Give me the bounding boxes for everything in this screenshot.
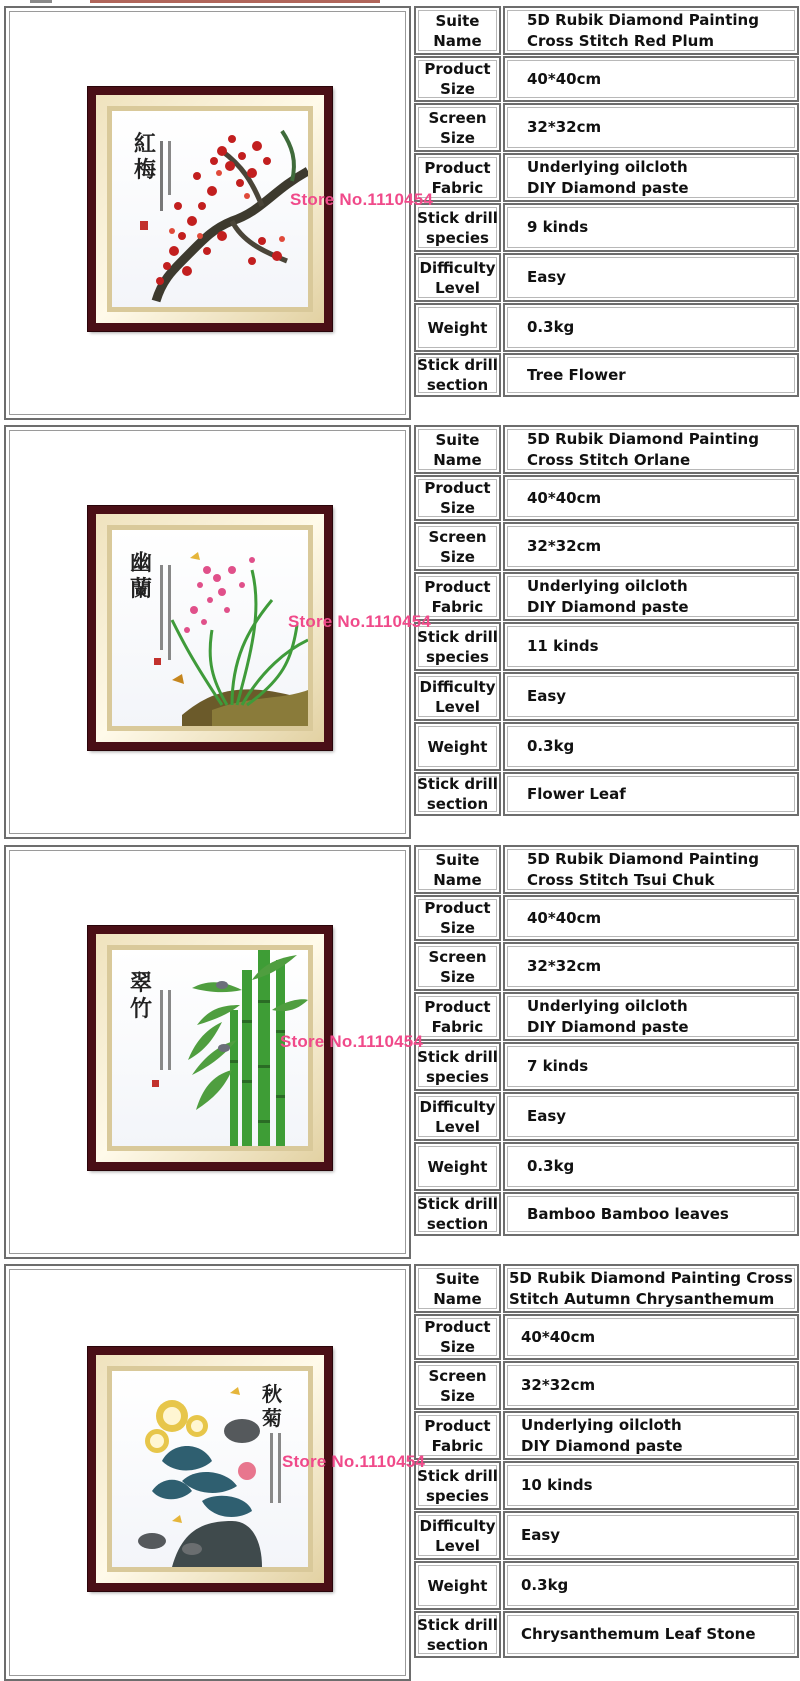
store-watermark: Store No.1110454: [280, 1032, 424, 1051]
spec-value-text: 11 kinds: [527, 637, 599, 655]
spec-value-text: Chrysanthemum Leaf Stone: [521, 1625, 756, 1643]
spec-label: [414, 992, 501, 1041]
spec-label: [414, 845, 501, 894]
spec-label: [414, 1142, 501, 1191]
spec-label-text: Stick drill species: [417, 627, 498, 666]
spec-label: [414, 1314, 501, 1360]
spec-value: [503, 772, 799, 816]
spec-label-text: Stick drill species: [417, 1047, 498, 1086]
spec-value-text: Easy: [521, 1526, 561, 1544]
spec-row-stick-drill-section: [414, 772, 799, 816]
spec-label: [414, 56, 501, 102]
spec-label-text: Suite Name: [433, 11, 482, 50]
spec-value-text: 0.3kg: [527, 737, 575, 755]
spec-value: [503, 1561, 799, 1610]
svg-text:菊: 菊: [262, 1406, 282, 1430]
spec-value-text: Easy: [527, 268, 567, 286]
svg-text:秋: 秋: [262, 1382, 282, 1406]
top-strip-segment: [90, 0, 380, 3]
spec-label: [414, 303, 501, 352]
spec-label-text: Product Size: [424, 899, 491, 937]
spec-value-text: 32*32cm: [527, 118, 602, 136]
spec-row-difficulty-level: [414, 1092, 799, 1141]
spec-value: [503, 1142, 799, 1191]
spec-row-stick-drill-species: [414, 622, 799, 671]
spec-label-text: Screen Size: [428, 108, 487, 147]
spec-value: [503, 1611, 799, 1658]
spec-label: [414, 722, 501, 771]
spec-label: [414, 103, 501, 152]
spec-row-difficulty-level: [414, 1511, 799, 1560]
spec-value: [503, 672, 799, 721]
spec-label: [414, 253, 501, 302]
spec-row-product-size: [414, 895, 799, 941]
spec-label: [414, 522, 501, 571]
product-block: [4, 6, 794, 420]
spec-row-weight: [414, 1561, 799, 1610]
spec-label: [414, 353, 501, 397]
spec-label-text: Product Size: [424, 479, 491, 517]
spec-value: [503, 942, 799, 991]
spec-label: [414, 772, 501, 816]
spec-label-text: Screen Size: [428, 1366, 487, 1405]
product-image-cell: [4, 1264, 411, 1681]
spec-value-text: Underlying oilcloth DIY Diamond paste: [527, 576, 689, 616]
spec-label: [414, 1511, 501, 1560]
spec-value: [503, 522, 799, 571]
spec-label: [414, 425, 501, 474]
spec-label-text: Stick drill species: [417, 1466, 498, 1505]
chrysanthemum-artwork: [112, 1371, 308, 1567]
spec-value: [503, 153, 799, 202]
spec-label-text: Difficulty Level: [419, 1516, 496, 1555]
product-block: [4, 425, 794, 839]
spec-value-text: 40*40cm: [527, 488, 602, 507]
spec-label: [414, 1611, 501, 1658]
spec-row-product-fabric: [414, 153, 799, 202]
spec-value-text: 5D Rubik Diamond Painting Cross Stitch Autumn Chrysanthemum: [509, 1268, 793, 1308]
spec-label: [414, 1561, 501, 1610]
spec-row-suite-name: [414, 6, 799, 55]
spec-value: [503, 203, 799, 252]
spec-label-text: Screen Size: [428, 527, 487, 566]
spec-label: [414, 1264, 501, 1313]
spec-value-text: 32*32cm: [527, 957, 602, 975]
spec-row-product-size: [414, 1314, 799, 1360]
spec-value: [503, 1461, 799, 1510]
spec-label-text: Stick drill section: [417, 775, 498, 813]
spec-row-stick-drill-section: [414, 353, 799, 397]
spec-value: [503, 1511, 799, 1560]
spec-row-weight: [414, 1142, 799, 1191]
svg-text:翠: 翠: [130, 970, 153, 996]
spec-label-text: Stick drill section: [417, 1195, 498, 1233]
spec-label: [414, 1042, 501, 1091]
painting-canvas: [112, 530, 308, 726]
spec-row-suite-name: [414, 425, 799, 474]
spec-value: [503, 103, 799, 152]
spec-value-text: Easy: [527, 687, 567, 705]
product-image-cell: [4, 6, 411, 420]
spec-label-text: Difficulty Level: [419, 1097, 496, 1136]
spec-label-text: Stick drill section: [417, 1615, 498, 1654]
spec-label: [414, 475, 501, 521]
spec-label: [414, 672, 501, 721]
red-plum-artwork: [112, 111, 308, 307]
spec-label-text: Suite Name: [433, 1269, 482, 1308]
svg-text:蘭: 蘭: [130, 576, 153, 602]
spec-row-suite-name: [414, 845, 799, 894]
spec-value: [503, 992, 799, 1041]
spec-value-text: Underlying oilcloth DIY Diamond paste: [521, 1415, 683, 1455]
spec-value-text: Tree Flower: [527, 365, 626, 384]
spec-value: [503, 572, 799, 621]
spec-value: [503, 425, 799, 474]
spec-label: [414, 1192, 501, 1236]
spec-row-stick-drill-species: [414, 1042, 799, 1091]
spec-row-product-fabric: [414, 1411, 799, 1460]
spec-value: [503, 1192, 799, 1236]
svg-text:紅: 紅: [134, 131, 157, 157]
top-strip: [0, 0, 800, 3]
spec-row-weight: [414, 303, 799, 352]
spec-label: [414, 895, 501, 941]
spec-label: [414, 1411, 501, 1460]
product-image-cell: [4, 425, 411, 839]
spec-value: [503, 353, 799, 397]
spec-row-product-fabric: [414, 572, 799, 621]
spec-value: [503, 6, 799, 55]
spec-value: [503, 303, 799, 352]
spec-value-text: 5D Rubik Diamond Painting Cross Stitch Orlane: [527, 429, 759, 469]
orchid-artwork: [112, 530, 308, 726]
spec-row-suite-name: [414, 1264, 799, 1313]
spec-value-text: 40*40cm: [527, 908, 602, 927]
spec-label-text: Product Size: [424, 1318, 491, 1356]
spec-label-text: Product Size: [424, 60, 491, 98]
spec-value: [503, 622, 799, 671]
spec-value-text: 0.3kg: [527, 318, 575, 336]
store-watermark: Store No.1110454: [290, 190, 434, 209]
spec-row-screen-size: [414, 103, 799, 152]
spec-label: [414, 203, 501, 252]
spec-value-text: 9 kinds: [527, 218, 589, 236]
spec-value-text: 5D Rubik Diamond Painting Cross Stitch Tsui Chuk: [527, 849, 759, 889]
spec-row-difficulty-level: [414, 253, 799, 302]
product-block: [4, 1264, 794, 1681]
spec-value-text: 7 kinds: [527, 1057, 589, 1075]
spec-label-text: Product Fabric: [424, 1416, 491, 1455]
spec-value: [503, 56, 799, 102]
spec-label-text: Weight: [427, 737, 488, 756]
product-block: [4, 845, 794, 1259]
spec-value-text: 32*32cm: [527, 537, 602, 555]
spec-label-text: Suite Name: [433, 850, 482, 889]
spec-value: [503, 1314, 799, 1360]
spec-value-text: 5D Rubik Diamond Painting Cross Stitch Red Plum: [527, 10, 759, 50]
spec-label-text: Stick drill section: [417, 356, 498, 394]
spec-row-stick-drill-species: [414, 1461, 799, 1510]
spec-row-screen-size: [414, 1361, 799, 1410]
spec-value-text: Flower Leaf: [527, 784, 626, 803]
spec-value: [503, 1411, 799, 1460]
spec-label: [414, 942, 501, 991]
spec-row-stick-drill-section: [414, 1192, 799, 1236]
spec-label-text: Product Fabric: [424, 158, 491, 197]
spec-label: [414, 1361, 501, 1410]
spec-value-text: Underlying oilcloth DIY Diamond paste: [527, 996, 689, 1036]
top-strip-segment: [30, 0, 52, 3]
spec-value: [503, 253, 799, 302]
spec-row-difficulty-level: [414, 672, 799, 721]
bamboo-artwork: [112, 950, 308, 1146]
spec-value: [503, 1264, 799, 1313]
spec-label-text: Stick drill species: [417, 208, 498, 247]
spec-row-screen-size: [414, 522, 799, 571]
spec-label-text: Difficulty Level: [419, 677, 496, 716]
spec-value: [503, 1092, 799, 1141]
spec-label-text: Product Fabric: [424, 577, 491, 616]
spec-value-text: Bamboo Bamboo leaves: [527, 1204, 729, 1223]
spec-label-text: Weight: [427, 318, 488, 337]
svg-text:梅: 梅: [134, 157, 157, 183]
store-watermark: Store No.1110454: [288, 612, 432, 631]
spec-label: [414, 1092, 501, 1141]
spec-label-text: Difficulty Level: [419, 258, 496, 297]
spec-label-text: Weight: [427, 1576, 488, 1595]
spec-value-text: 0.3kg: [527, 1157, 575, 1175]
spec-row-stick-drill-section: [414, 1611, 799, 1658]
store-watermark: Store No.1110454: [282, 1452, 426, 1471]
spec-value: [503, 1042, 799, 1091]
spec-value-text: Underlying oilcloth DIY Diamond paste: [527, 157, 689, 197]
spec-value-text: 32*32cm: [521, 1376, 596, 1394]
spec-value-text: 0.3kg: [521, 1576, 569, 1594]
spec-value-text: Easy: [527, 1107, 567, 1125]
spec-row-product-fabric: [414, 992, 799, 1041]
spec-label: [414, 1461, 501, 1510]
spec-value: [503, 1361, 799, 1410]
product-image-cell: [4, 845, 411, 1259]
spec-row-stick-drill-species: [414, 203, 799, 252]
spec-value: [503, 895, 799, 941]
spec-value: [503, 722, 799, 771]
spec-label-text: Weight: [427, 1157, 488, 1176]
spec-row-product-size: [414, 56, 799, 102]
spec-value-text: 40*40cm: [521, 1327, 596, 1346]
spec-value: [503, 475, 799, 521]
spec-row-weight: [414, 722, 799, 771]
painting-canvas: [112, 1371, 308, 1567]
svg-text:竹: 竹: [130, 996, 153, 1022]
painting-canvas: [112, 111, 308, 307]
spec-row-screen-size: [414, 942, 799, 991]
spec-row-product-size: [414, 475, 799, 521]
spec-label-text: Suite Name: [433, 430, 482, 469]
spec-label-text: Screen Size: [428, 947, 487, 986]
spec-value-text: 40*40cm: [527, 69, 602, 88]
spec-label-text: Product Fabric: [424, 997, 491, 1036]
spec-value-text: 10 kinds: [521, 1476, 593, 1494]
spec-label: [414, 6, 501, 55]
painting-canvas: [112, 950, 308, 1146]
svg-text:幽: 幽: [130, 550, 153, 576]
spec-value: [503, 845, 799, 894]
